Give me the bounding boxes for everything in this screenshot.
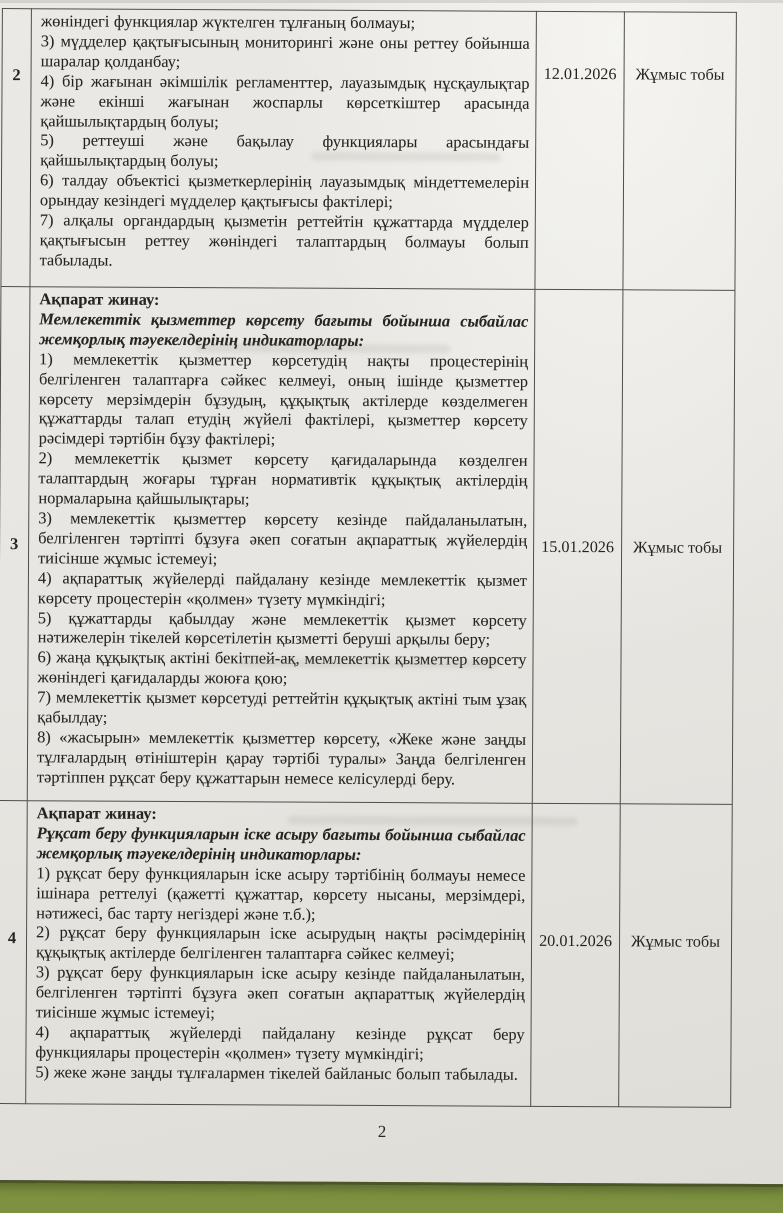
paragraph: 4) бір жағынан әкімшілік регламенттер, лауазымдық нұсқаулықтар және екінші жағынан жоспарлы көрсеткіштер арасында қайшылықтардың болуы;	[40, 70, 530, 131]
table-row	[1, 9, 736, 291]
row-number-cell	[0, 287, 30, 801]
responsible-cell	[620, 290, 735, 805]
table-row	[0, 287, 735, 805]
bleed-through-artifact	[238, 658, 498, 668]
page-number: 2	[377, 1122, 387, 1142]
date-cell	[535, 11, 624, 289]
date-value: 12.01.2026	[543, 64, 617, 84]
paragraph: 4) ақпараттық жүйелерді пайдалану кезінде мемлекеттік қызмет көрсету процестерін «қолмен» түзету мүмкіндігі;	[37, 567, 527, 609]
direction-subheading: Мемлекеттік қызметтер көрсету бағыты бойынша сыбайлас жемқорлық тәуекелдерінің индикаторлары:	[39, 309, 529, 350]
responsible-value: Жұмыс тобы	[630, 932, 721, 951]
row-number: 3	[9, 533, 19, 553]
paragraph: жөніндегі функциялар жүктелген тұлғаның болмауы;	[40, 11, 416, 33]
responsible-cell	[623, 12, 736, 291]
paragraph: 6) жаңа құқықтық актіні бекітпей-ақ, мемлекеттік қызметтер көрсету жөніндегі қағидаларды жоюға қою;	[37, 647, 527, 688]
bleed-through-artifact	[195, 343, 450, 353]
indicator-text-cell	[27, 287, 535, 804]
paragraph-list	[37, 349, 528, 789]
date-value: 15.01.2026	[541, 537, 615, 556]
paragraph: 5) жеке және заңды тұлғалармен тікелей байланыс болып табылады.	[35, 1062, 518, 1084]
paragraph-list	[35, 863, 525, 1085]
activity-heading: Ақпарат жинау:	[39, 289, 160, 309]
paragraph: 7) мемлекеттік қызмет көрсетуді реттейтін құқықтық актіні тым ұзақ қабылдау;	[37, 687, 527, 727]
paragraph: 3) рұқсат беру функцияларын іске асыру кезінде пайдаланылатын, белгіленген тәртіпті бұзуға әкеп соғатын ақпараттық жүйелердің тиісінше жұмыс істемеуі;	[35, 962, 525, 1023]
direction-subheading: Рұқсат беру функцияларын іске асыру бағыты бойынша сыбайлас жемқорлық тәуекелдерінің индикаторлары:	[36, 823, 526, 864]
paragraph: 1) мемлекеттік қызметтер көрсетудің нақты процестерінің белгіленген талаптарға сәйкес келмеуі, оның ішінде қызметтер көрсету мерзімдерін бұзудың, құқықтық актілерде көзделмеген құжаттарды талап етудің жүйелі фактілері, қызметтер көрсету рәсімдері тәртібін бұзу фактілері;	[38, 348, 529, 449]
row-number-cell	[0, 801, 27, 1104]
date-value: 20.01.2026	[539, 931, 613, 951]
paragraph: 2) мемлекеттік қызмет көрсету қағидаларында көзделген талаптардың жоғары тұрған нормативтік құқықтық актілердің нормаларына қайшылықтары;	[38, 448, 528, 509]
document-table	[0, 8, 737, 1108]
responsible-cell	[619, 804, 733, 1108]
paragraph: 4) ақпараттық жүйелерді пайдалану кезінде рұқсат беру функциялары процестерін «қолмен» түзету мүмкіндігі;	[35, 1022, 525, 1064]
paragraph: 5) реттеуші және бақылау функциялары арасындағы қайшылықтардың болуы;	[40, 130, 530, 171]
responsible-value: Жұмыс тобы	[633, 537, 723, 557]
date-cell	[531, 803, 621, 1106]
paragraph: 6) талдау объектісі қызметкерлерінің лауазымдық міндеттемелерін орындау кезіндегі мүдделер қақтығысы фактілері;	[39, 170, 530, 212]
bleed-through-artifact	[311, 152, 501, 162]
paragraph: 8) «жасырын» мемлекеттік қызметтер көрсету, «Жеке және заңды тұлғалардың өтініштерін қарау тәртібі туралы» Заңда белгіленген тәртіппен рұқсат беру құжаттарын немесе келісулерді беру.	[36, 727, 527, 789]
date-cell	[532, 289, 623, 803]
paragraph-list	[40, 11, 530, 272]
table-row	[0, 801, 732, 1108]
photo-edge-artifact	[0, 0, 783, 3]
paragraph: 2) рұқсат беру функцияларын іске асырудың нақты рәсімдерінің құқықтық актілерде белгіленген талаптарға сәйкес келмеуі;	[35, 922, 526, 964]
paragraph: 5) құжаттарды қабылдау және мемлекеттік қызмет көрсету нәтижелерін тікелей көрсетілетін қызметті беруші арқылы беру;	[37, 607, 527, 650]
paragraph: 7) алқалы органдардың қызметін реттейтін құжаттарда мүдделер қақтығысын реттеу жөніндегі талаптардың болмауы болып табылады.	[39, 210, 529, 270]
responsible-value: Жұмыс тобы	[635, 65, 725, 84]
paragraph: 3) мемлекеттік қызметтер көрсету кезінде пайдаланылатын, белгіленген тәртіпті бұзуға әкеп соғатын ақпараттық жүйелердің тиісінше жұмыс істемеуі;	[37, 508, 528, 568]
row-number: 4	[7, 928, 17, 948]
bleed-through-artifact	[288, 816, 578, 827]
desk-surface	[0, 1190, 783, 1213]
row-number-cell	[1, 9, 31, 287]
activity-heading: Ақпарат жинау:	[36, 803, 157, 823]
row-number: 2	[12, 65, 21, 85]
paragraph: 1) рұқсат беру функцияларын іске асыру тәртібінің болмауы немесе ішінара реттелуі (қажетті құжаттар, көрсету нысаны, мерзімдері, нәтижесі, бас тарту негіздері және т.б.);	[36, 862, 526, 924]
indicator-text-cell	[30, 9, 536, 290]
paragraph: 3) мүдделер қақтығысының мониторингі және оны реттеу бойынша шаралар қолданбау;	[40, 31, 530, 71]
indicator-text-cell	[26, 801, 533, 1107]
